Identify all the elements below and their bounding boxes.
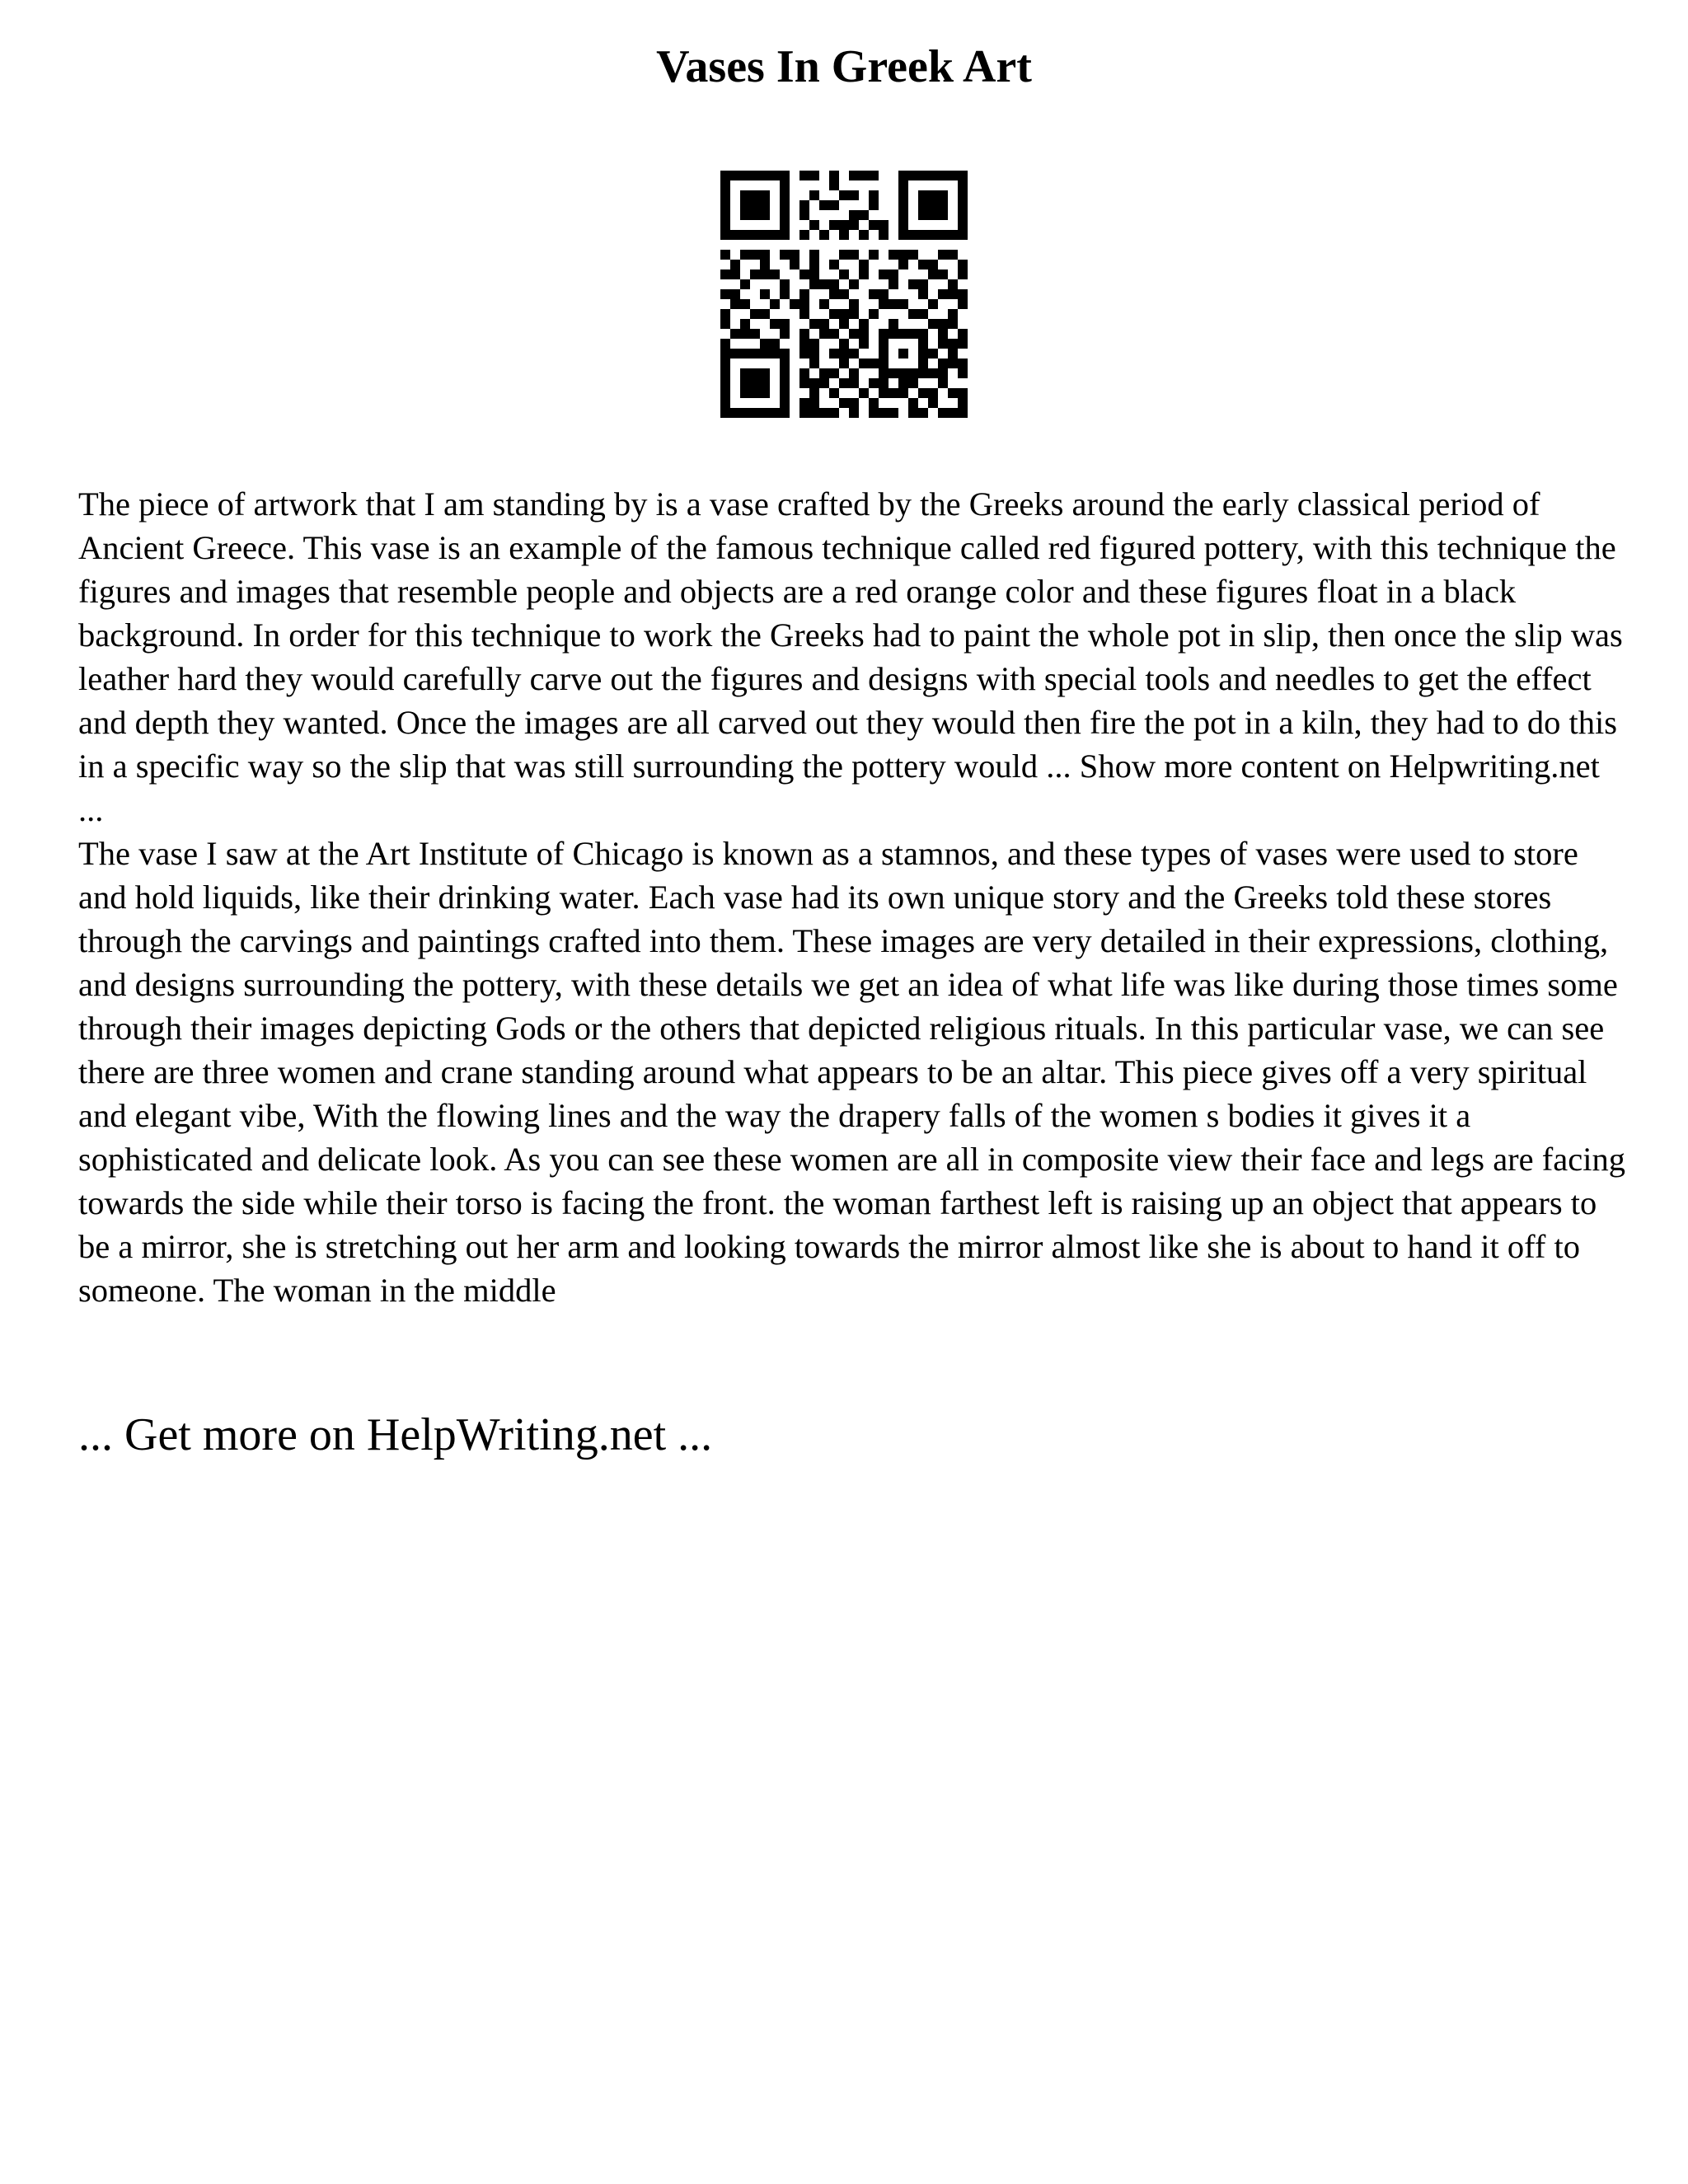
paragraph: The vase I saw at the Art Institute of Chicago is known as a stamnos, and these types of vases were used to store and hold liquids, like their drinking water. Each vase had its own unique story and the Greeks told these stores through the carvings and paintings crafted into them. These images are very detailed in their expressions, clothing, and designs surrounding the pottery, with these details we get an idea of what life was like during those times some through their images depicting Gods or the others that depicted religious rituals. In this particular vase, we can see there are three women and crane standing around what appears to be an altar. This piece gives off a very spiritual and elegant vibe, With the flowing lines and the way the drapery falls of the women s bodies it gives it a sophisticated and delicate look. As you can see these women are all in composite view their face and legs are facing towards the side while their torso is facing the front. the woman farthest left is raising up an object that appears to be a mirror, she is stretching out her arm and looking towards the mirror almost like she is about to hand it off to someone. The woman in the middle [78,835,1625,1309]
get-more-link[interactable]: ... Get more on HelpWriting.net ... [78,1409,713,1460]
article-body [78,482,1628,1312]
paragraph: The piece of artwork that I am standing by is a vase crafted by the Greeks around the early classical period of Ancient Greece. This vase is an example of the famous technique called red figured pottery, with this technique the figures and images that resemble people and objects are a red orange color and these figures float in a black background. In order for this technique to work the Greeks had to paint the whole pot in slip, then once the slip was leather hard they would carefully carve out the figures and designs with special tools and needles to get the effect and depth they wanted. Once the images are all carved out they would then fire the pot in a kiln, they had to do this in a specific way so the slip that was still surrounding the pottery would ... Show more content on Helpwriting.net ... [78,485,1623,828]
page-title: Vases In Greek Art [656,41,1032,92]
qr-code-icon [720,171,968,418]
